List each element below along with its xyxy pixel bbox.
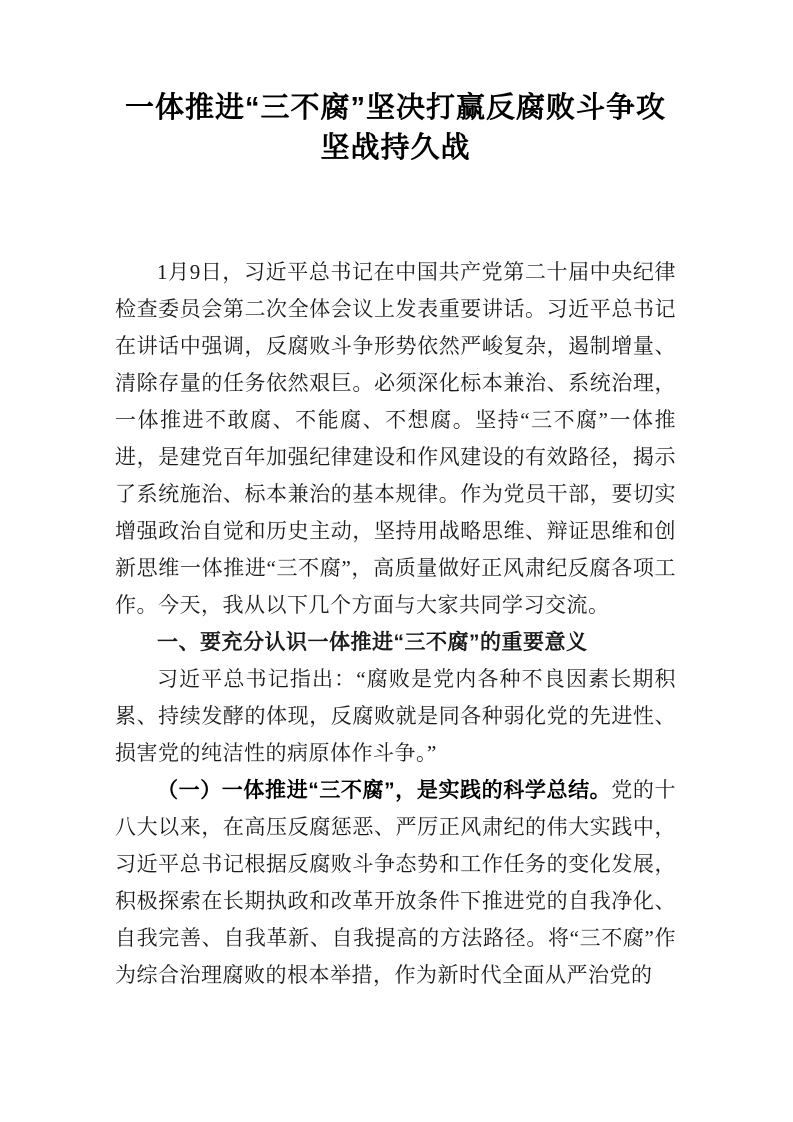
paragraph-point-1-text: 党的十八大以来，在高压反腐惩恶、严厉正风肃纪的伟大实践中，习近平总书记根据反腐败斗争态势和工作任务的变化发展，积极探索在长期执政和改革开放条件下推进党的自我净化、自我完善、自我革新、自我提高的方法路径。将“三不腐”作为综合治理腐败的根本举措，作为新时代全面从严治党的	[115, 778, 677, 987]
paragraph-intro: 1月9日，习近平总书记在中国共产党第二十届中央纪律检查委员会第二次全体会议上发表重要讲话。习近平总书记在讲话中强调，反腐败斗争形势依然严峻复杂，遏制增量、清除存量的任务依然艰巨。必须深化标本兼治、系统治理，一体推进不敢腐、不能腐、不想腐。坚持“三不腐”一体推进，是建党百年加强纪律建设和作风建设的有效路径，揭示了系统施治、标本兼治的基本规律。作为党员干部，要切实增强政治自觉和历史主动，坚持用战略思维、辩证思维和创新思维一体推进“三不腐”，高质量做好正风肃纪反腐各项工作。今天，我从以下几个方面与大家共同学习交流。	[115, 260, 676, 617]
paragraph-point-1	[115, 772, 676, 994]
section-heading-1: 一、要充分认识一体推进“三不腐”的重要意义	[157, 631, 588, 654]
document-title: 一体推进“三不腐”坚决打赢反腐败斗争攻坚战持久战	[124, 92, 666, 164]
paragraph-point-1-bold-lead: （一）一体推进“三不腐”，是实践的科学总结。	[157, 779, 612, 802]
paragraph-quote: 习近平总书记指出：“腐败是党内各种不良因素长期积累、持续发酵的体现，反腐败就是同各种弱化党的先进性、损害党的纯洁性的病原体作斗争。”	[115, 667, 676, 765]
document-body	[115, 254, 676, 994]
